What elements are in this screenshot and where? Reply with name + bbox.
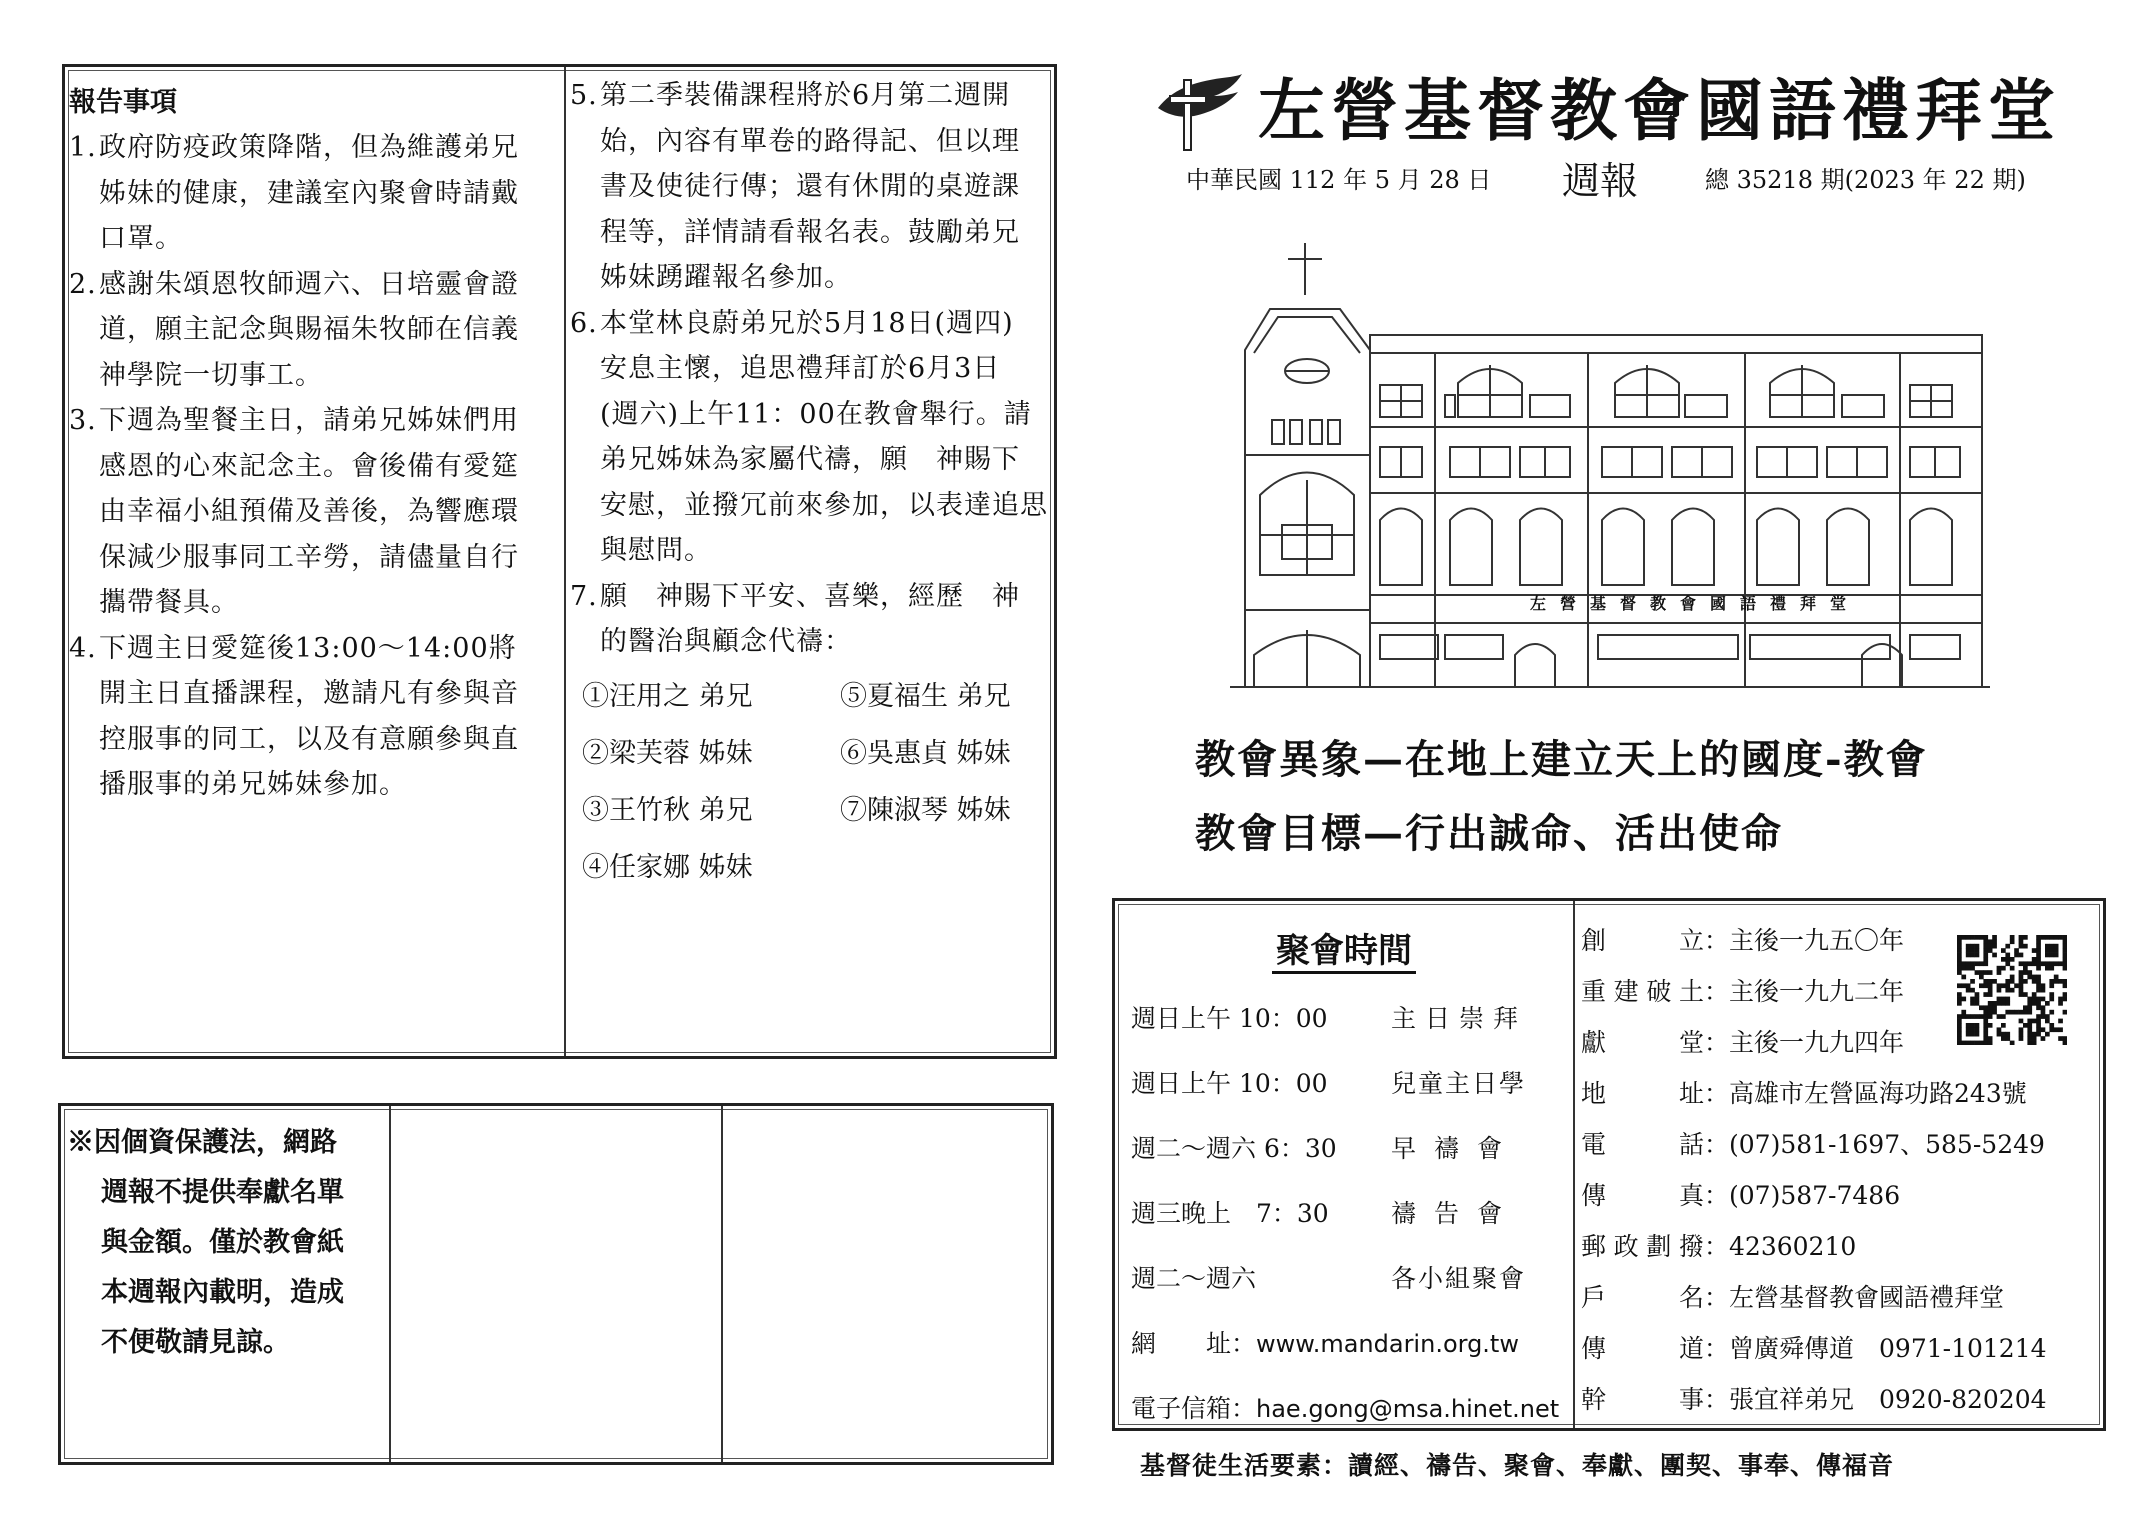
notice-line: 週報不提供奉獻名單 (101, 1177, 344, 1208)
info-value: 左營基督教會國語禮拜堂 (1729, 1283, 2005, 1312)
announcement-item-7 (570, 574, 1056, 665)
item-line: 本堂林良蔚弟兄於5月18日(週四) (600, 307, 1014, 339)
christian-life-essentials: 基督徒生活要素：讀經、禱告、聚會、奉獻、團契、事奉、傳福音 (1140, 1451, 1895, 1480)
website-label: 網 址： (1131, 1329, 1257, 1358)
notice-line: ※因個資保護法，網路 (67, 1127, 337, 1158)
item-line: 攜帶餐具。 (99, 587, 239, 618)
item-line: 保減少服事同工辛勞，請儘量自行 (99, 541, 519, 573)
bulletin-label: 週報 (1562, 159, 1639, 203)
item-line: 程等，詳情請看報名表。鼓勵弟兄 (600, 216, 1020, 248)
prayer-list (570, 668, 1056, 896)
schedule-time: 週三晚上 7：30 (1131, 1199, 1329, 1228)
prayer-name (828, 839, 1056, 896)
schedule-event: 早禱會 (1391, 1134, 1521, 1163)
info-key: 電 話 (1581, 1130, 1704, 1159)
schedule-time: 週日上午 10：00 (1131, 1069, 1328, 1098)
building-sign: 左營基督教會國語禮拜堂 (1530, 594, 1861, 613)
website-row (1131, 1324, 1519, 1360)
item-number: 5. (570, 80, 598, 111)
email-link[interactable]: hae.gong@msa.hinet.net (1256, 1395, 1560, 1423)
prayer-name: ③王竹秋 弟兄 (582, 794, 753, 826)
announcement-item-3 (69, 398, 559, 626)
schedule-event: 各小組聚會 (1391, 1264, 1527, 1293)
announcements-left-column (69, 73, 559, 808)
info-row: 重建破土：主後一九九二年 (1581, 972, 1904, 1008)
info-value: (07)587-7486 (1729, 1181, 1901, 1210)
church-info-panel (1112, 898, 2106, 1431)
item-line: 安息主懷，追思禮拜訂於6月3日 (600, 353, 1001, 384)
item-line: 姊妹踴躍報名參加。 (600, 262, 852, 293)
prayer-name: ②梁芙蓉 姊妹 (582, 737, 753, 769)
item-line: 始，內容有單卷的路得記、但以理 (600, 125, 1020, 157)
info-row: 幹 事：張宜祥弟兄 0920-820204 (1581, 1380, 2047, 1416)
info-row: 地 址：高雄市左營區海功路243號 (1581, 1074, 2027, 1110)
church-vision: 教會異象—在地上建立天上的國度-教會 (1195, 736, 1928, 783)
info-row: 傳 道：曾廣舜傳道 0971-101214 (1581, 1329, 2047, 1365)
item-line: 感恩的心來記念主。會後備有愛筵 (99, 450, 519, 482)
announcements-right-column (570, 73, 1056, 896)
info-key: 傳 真 (1581, 1181, 1704, 1210)
qr-code-icon[interactable] (1957, 935, 2067, 1045)
schedule-heading: 聚會時間 (1115, 923, 1573, 972)
church-building-illustration (1230, 235, 1990, 690)
item-line: 第二季裝備課程將於6月第二週開 (600, 80, 1011, 111)
info-key: 重建破土 (1581, 977, 1704, 1006)
item-line: 由幸福小組預備及善後，為響應環 (99, 496, 519, 527)
announcement-item-4 (69, 626, 559, 808)
notice-line: 本週報內載明，造成 (101, 1277, 344, 1308)
privacy-notice (67, 1118, 387, 1368)
item-line: 弟兄姊妹為家屬代禱，願 神賜下 (600, 444, 1020, 475)
item-line: 感謝朱頌恩牧師週六、日培靈會證 (99, 268, 519, 300)
info-value: (07)581-1697、585-5249 (1729, 1130, 2045, 1159)
schedule-event: 兒童主日學 (1391, 1069, 1527, 1098)
cross-dove-logo-icon (1152, 70, 1244, 152)
item-line: 道，願主記念與賜福朱牧師在信義 (99, 314, 519, 345)
website-link[interactable]: www.mandarin.org.tw (1256, 1330, 1519, 1358)
info-value: 主後一九九四年 (1729, 1028, 1905, 1057)
info-value: 主後一九九二年 (1729, 977, 1905, 1006)
item-line: 書及使徒行傳；還有休閒的桌遊課 (600, 171, 1020, 202)
item-line: 開主日直播課程，邀請凡有參與音 (99, 678, 519, 709)
item-line: 與慰問。 (600, 535, 712, 566)
info-value: 高雄市左營區海功路243號 (1729, 1079, 2027, 1108)
issue-number: 總 35218 期(2023 年 22 期) (1705, 166, 2026, 194)
item-line: 姊妹的健康，建議室內聚會時請戴 (99, 177, 519, 209)
info-value: 曾廣舜傳道 0971-101214 (1729, 1334, 2047, 1363)
info-row: 獻 堂：主後一九九四年 (1581, 1023, 1904, 1059)
info-key: 創 立 (1581, 926, 1704, 955)
info-key: 郵政劃撥 (1581, 1232, 1704, 1261)
announcement-item-6 (570, 301, 1056, 574)
announcements-panel (62, 64, 1057, 1059)
notice-line: 不便敬請見諒。 (101, 1327, 290, 1358)
announcement-item-2 (69, 262, 559, 399)
bulletin-date: 中華民國 112 年 5 月 28 日 (1186, 166, 1492, 194)
item-number: 2. (69, 268, 97, 300)
prayer-name: ⑦陳淑琴 姊妹 (840, 794, 1011, 826)
schedule-event: 主日崇拜 (1391, 1004, 1528, 1033)
info-value: 主後一九五〇年 (1729, 926, 1905, 955)
info-row: 電 話：(07)581-1697、585-5249 (1581, 1125, 2045, 1161)
prayer-name: ⑤夏福生 弟兄 (840, 680, 1011, 712)
info-value: 42360210 (1729, 1232, 1857, 1261)
info-row: 創 立：主後一九五〇年 (1581, 921, 1904, 957)
info-row: 傳 真：(07)587-7486 (1581, 1176, 1900, 1212)
announcement-item-1 (69, 125, 559, 262)
info-key: 地 址 (1581, 1079, 1704, 1108)
info-key: 幹 事 (1581, 1385, 1704, 1414)
church-title: 左營基督教會國語禮拜堂 (1258, 71, 2061, 150)
offering-divider (389, 1106, 391, 1462)
offering-panel (58, 1103, 1054, 1465)
item-line: 願 神賜下平安、喜樂，經歷 神 (600, 580, 1020, 612)
prayer-name: ④任家娜 姊妹 (582, 851, 753, 883)
item-line: 下週主日愛筵後13:00～14:00將 (99, 632, 517, 664)
item-number: 3. (69, 405, 97, 436)
item-line: 口罩。 (99, 223, 183, 254)
info-row: 郵政劃撥：42360210 (1581, 1227, 1856, 1263)
church-goal: 教會目標—行出誠命、活出使命 (1195, 810, 1783, 857)
item-number: 1. (69, 132, 97, 163)
prayer-name: ⑥吳惠貞 姊妹 (840, 737, 1011, 769)
item-line: 下週為聖餐主日，請弟兄姊妹們用 (99, 405, 519, 436)
offering-divider (721, 1106, 723, 1462)
info-row: 戶 名：左營基督教會國語禮拜堂 (1581, 1278, 2004, 1314)
item-number: 4. (69, 632, 97, 664)
item-line: 安慰，並撥冗前來參加，以表達追思 (600, 489, 1048, 521)
prayer-name: ①汪用之 弟兄 (582, 680, 753, 712)
schedule-time: 週二～週六 6：30 (1131, 1134, 1337, 1163)
schedule-time: 週日上午 10：00 (1131, 1004, 1328, 1033)
item-line: 政府防疫政策降階，但為維護弟兄 (99, 132, 519, 163)
info-value: 張宜祥弟兄 0920-820204 (1729, 1385, 2047, 1414)
item-line: 的醫治與顧念代禱： (600, 626, 852, 657)
schedule-time: 週二～週六 (1131, 1264, 1257, 1293)
email-row (1131, 1389, 1559, 1425)
item-number: 7. (570, 580, 598, 612)
item-line: 播服事的弟兄姊妹參加。 (99, 769, 407, 800)
announcement-item-5 (570, 73, 1056, 301)
schedule-event: 禱告會 (1391, 1199, 1521, 1228)
email-label: 電子信箱： (1131, 1394, 1257, 1423)
notice-line: 與金額。僅於教會紙 (101, 1227, 344, 1258)
item-number: 6. (570, 307, 598, 339)
item-line: 神學院一切事工。 (99, 359, 323, 391)
announcements-heading: 報告事項 (69, 87, 177, 118)
item-line: 控服事的同工，以及有意願參與直 (99, 723, 519, 755)
info-divider (1573, 901, 1575, 1428)
info-key: 傳 道 (1581, 1334, 1704, 1363)
info-key: 戶 名 (1581, 1283, 1704, 1312)
column-divider (564, 67, 566, 1056)
item-line: (週六)上午11：00在教會舉行。請 (600, 398, 1032, 430)
info-key: 獻 堂 (1581, 1028, 1704, 1057)
